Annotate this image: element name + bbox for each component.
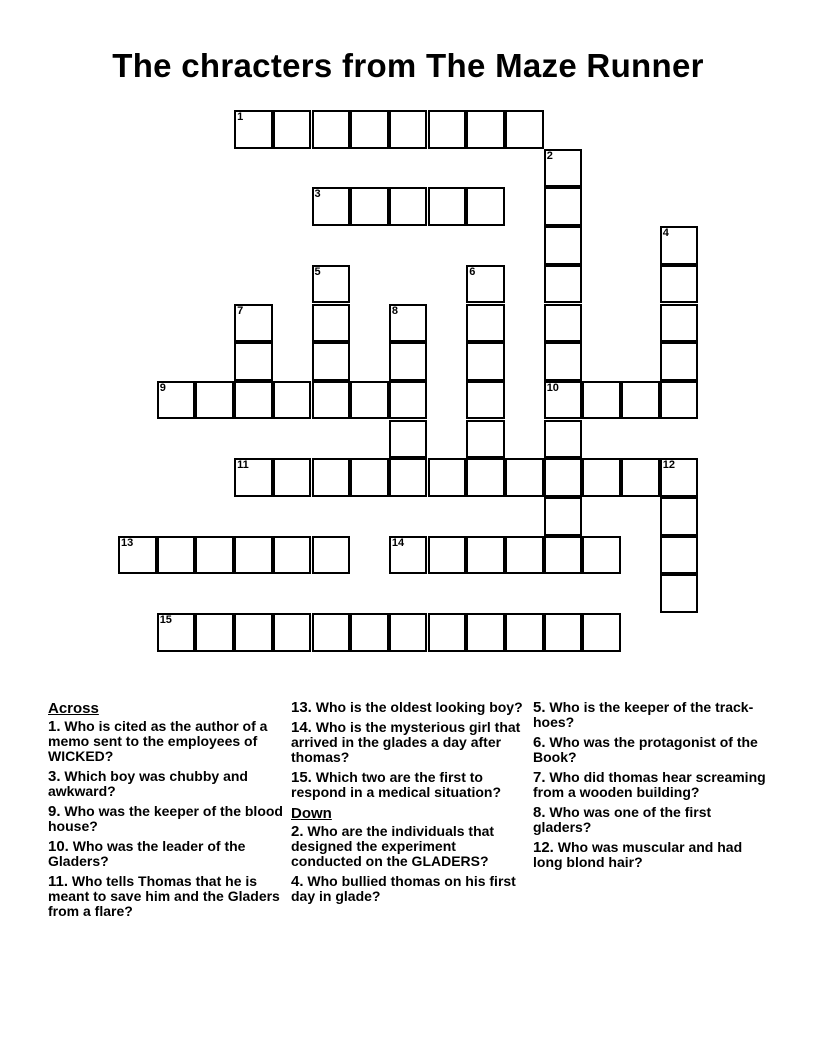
cell-number: 3: [314, 188, 321, 201]
clue-text: Who is the oldest looking boy?: [315, 699, 523, 715]
clue-down-4: [291, 874, 527, 904]
crossword-cell[interactable]: [428, 187, 467, 226]
crossword-cell[interactable]: [312, 381, 351, 420]
crossword-cell[interactable]: [582, 381, 621, 420]
clue-column-1: [48, 700, 284, 924]
across-heading: Across: [48, 700, 99, 717]
clue-number: 4.: [291, 873, 304, 890]
crossword-cell[interactable]: [389, 420, 428, 459]
crossword-cell[interactable]: [389, 613, 428, 652]
crossword-cell[interactable]: [273, 381, 312, 420]
clue-text: Who did thomas hear screaming from a wooden building?: [533, 769, 766, 800]
crossword-cell[interactable]: [428, 536, 467, 575]
crossword-cell[interactable]: [273, 613, 312, 652]
crossword-cell-11[interactable]: [234, 458, 273, 497]
crossword-cell[interactable]: [312, 342, 351, 381]
clue-column-3: [533, 700, 773, 875]
crossword-cell-8[interactable]: [389, 304, 428, 343]
crossword-cell[interactable]: [350, 187, 389, 226]
crossword-cell-10[interactable]: [544, 381, 583, 420]
crossword-cell[interactable]: [544, 342, 583, 381]
crossword-cell[interactable]: [350, 613, 389, 652]
crossword-cell[interactable]: [505, 458, 544, 497]
crossword-cell[interactable]: [273, 536, 312, 575]
cell-number: 7: [237, 304, 244, 317]
crossword-cell[interactable]: [466, 304, 505, 343]
crossword-cell[interactable]: [428, 458, 467, 497]
clue-number: 9.: [48, 803, 61, 820]
crossword-cell-5[interactable]: [312, 265, 351, 304]
clue-text: Which two are the first to respond in a medical situation?: [291, 769, 502, 800]
clue-number: 7.: [533, 769, 546, 786]
crossword-cell[interactable]: [312, 304, 351, 343]
crossword-cell[interactable]: [466, 110, 505, 149]
clue-number: 3.: [48, 768, 61, 785]
clue-text: Who was muscular and had long blond hair?: [533, 839, 743, 870]
crossword-cell[interactable]: [157, 536, 196, 575]
crossword-cell[interactable]: [544, 187, 583, 226]
clue-across-13: [291, 700, 527, 715]
clue-number: 12.: [533, 839, 554, 856]
cell-number: 14: [391, 536, 405, 549]
crossword-cell[interactable]: [466, 381, 505, 420]
crossword-cell[interactable]: [621, 381, 660, 420]
crossword-cell[interactable]: [466, 613, 505, 652]
clue-number: 15.: [291, 769, 312, 786]
crossword-cell[interactable]: [505, 613, 544, 652]
clue-across-14: [291, 720, 527, 765]
crossword-cell[interactable]: [273, 110, 312, 149]
crossword-cell[interactable]: [544, 458, 583, 497]
crossword-cell[interactable]: [466, 536, 505, 575]
crossword-cell[interactable]: [312, 110, 351, 149]
crossword-cell[interactable]: [544, 613, 583, 652]
crossword-cell[interactable]: [660, 497, 699, 536]
clue-number: 5.: [533, 699, 546, 716]
crossword-cell[interactable]: [544, 497, 583, 536]
cell-number: 5: [314, 265, 321, 278]
crossword-cell[interactable]: [234, 342, 273, 381]
crossword-cell-1[interactable]: [234, 110, 273, 149]
clue-text: Who is the mysterious girl that arrived in the glades a day after thomas?: [291, 719, 521, 765]
crossword-cell[interactable]: [660, 381, 699, 420]
crossword-cell[interactable]: [273, 458, 312, 497]
crossword-cell[interactable]: [195, 381, 234, 420]
cell-number: 10: [546, 381, 559, 394]
clue-down-7: [533, 770, 773, 800]
crossword-cell[interactable]: [466, 187, 505, 226]
crossword-cell[interactable]: [544, 265, 583, 304]
crossword-cell-4[interactable]: [660, 226, 699, 265]
cell-number: 4: [662, 227, 669, 240]
clue-text: Which boy was chubby and awkward?: [48, 768, 248, 799]
clue-text: Who is the keeper of the track- hoes?: [533, 699, 754, 730]
puzzle-title: The chracters from The Maze Runner: [112, 47, 704, 84]
down-heading: Down: [291, 805, 332, 822]
crossword-cell[interactable]: [544, 226, 583, 265]
crossword-cell[interactable]: [389, 381, 428, 420]
clue-down-12: [533, 840, 773, 870]
clue-number: 14.: [291, 719, 312, 736]
crossword-cell[interactable]: [582, 536, 621, 575]
cell-number: 12: [662, 459, 676, 472]
crossword-cell[interactable]: [660, 574, 699, 613]
crossword-cell[interactable]: [195, 536, 234, 575]
crossword-cell-6[interactable]: [466, 265, 505, 304]
crossword-cell[interactable]: [544, 304, 583, 343]
crossword-cell[interactable]: [505, 110, 544, 149]
clue-number: 1.: [48, 718, 61, 735]
crossword-cell[interactable]: [234, 536, 273, 575]
crossword-cell-3[interactable]: [312, 187, 351, 226]
crossword-cell-14[interactable]: [389, 536, 428, 575]
crossword-cell-12[interactable]: [660, 458, 699, 497]
crossword-cell-7[interactable]: [234, 304, 273, 343]
clue-across-15: [291, 770, 527, 800]
crossword-cell[interactable]: [389, 458, 428, 497]
clue-down-2: [291, 824, 527, 869]
crossword-cell-15[interactable]: [157, 613, 196, 652]
crossword-cell[interactable]: [621, 458, 660, 497]
crossword-cell[interactable]: [389, 110, 428, 149]
crossword-cell[interactable]: [660, 304, 699, 343]
cell-number: 8: [391, 304, 399, 317]
clue-text: Who was the protagonist of the Book?: [533, 734, 758, 765]
cell-number: 13: [121, 536, 134, 549]
crossword-cell[interactable]: [660, 342, 699, 381]
crossword-cell-9[interactable]: [157, 381, 196, 420]
crossword-cell[interactable]: [312, 613, 351, 652]
clue-number: 13.: [291, 699, 312, 716]
crossword-cell[interactable]: [466, 342, 505, 381]
crossword-cell[interactable]: [582, 458, 621, 497]
clue-text: Who was the keeper of the blood house?: [48, 803, 283, 834]
crossword-cell-2[interactable]: [544, 149, 583, 188]
crossword-cell[interactable]: [350, 381, 389, 420]
clue-down-8: [533, 805, 773, 835]
cell-number: 6: [469, 265, 476, 278]
cell-number: 11: [237, 459, 249, 472]
clue-across-11: [48, 874, 284, 919]
clue-column-2: [291, 700, 527, 909]
crossword-cell[interactable]: [505, 536, 544, 575]
crossword-cell[interactable]: [544, 420, 583, 459]
crossword-cell[interactable]: [660, 265, 699, 304]
crossword-cell[interactable]: [312, 536, 351, 575]
crossword-cell[interactable]: [544, 536, 583, 575]
crossword-cell[interactable]: [466, 458, 505, 497]
crossword-cell[interactable]: [389, 187, 428, 226]
crossword-cell[interactable]: [389, 342, 428, 381]
crossword-cell[interactable]: [234, 381, 273, 420]
crossword-cell[interactable]: [350, 110, 389, 149]
clue-down-6: [533, 735, 773, 765]
clue-number: 10.: [48, 838, 69, 855]
clue-text: Who was the leader of the Gladers?: [48, 838, 246, 869]
clue-text: Who tells Thomas that he is meant to save him and the Gladers from a flare?: [48, 873, 280, 919]
cell-number: 15: [159, 614, 172, 627]
crossword-cell[interactable]: [466, 420, 505, 459]
clue-number: 6.: [533, 734, 546, 751]
crossword-cell[interactable]: [428, 110, 467, 149]
clue-across-1: [48, 719, 284, 764]
crossword-cell-13[interactable]: [118, 536, 157, 575]
crossword-cell[interactable]: [195, 613, 234, 652]
cell-number: 1: [237, 111, 244, 123]
clue-number: 8.: [533, 804, 546, 821]
clue-text: Who is cited as the author of a memo sent to the employees of WICKED?: [48, 718, 268, 764]
clue-text: Who are the individuals that designed the experiment conducted on the GLADERS?: [291, 823, 495, 869]
crossword-cell[interactable]: [312, 458, 351, 497]
clue-down-5: [533, 700, 773, 730]
crossword-cell[interactable]: [660, 536, 699, 575]
clue-across-10: [48, 839, 284, 869]
clue-text: Who bullied thomas on his first day in glade?: [291, 873, 516, 904]
clue-number: 2.: [291, 823, 304, 840]
crossword-cell[interactable]: [582, 613, 621, 652]
cell-number: 2: [546, 149, 553, 162]
clue-text: Who was one of the first gladers?: [533, 804, 712, 835]
clue-across-9: [48, 804, 284, 834]
clue-across-3: [48, 769, 284, 799]
crossword-cell[interactable]: [234, 613, 273, 652]
crossword-cell[interactable]: [428, 613, 467, 652]
clue-number: 11.: [48, 873, 69, 890]
crossword-cell[interactable]: [350, 458, 389, 497]
cell-number: 9: [159, 381, 166, 394]
